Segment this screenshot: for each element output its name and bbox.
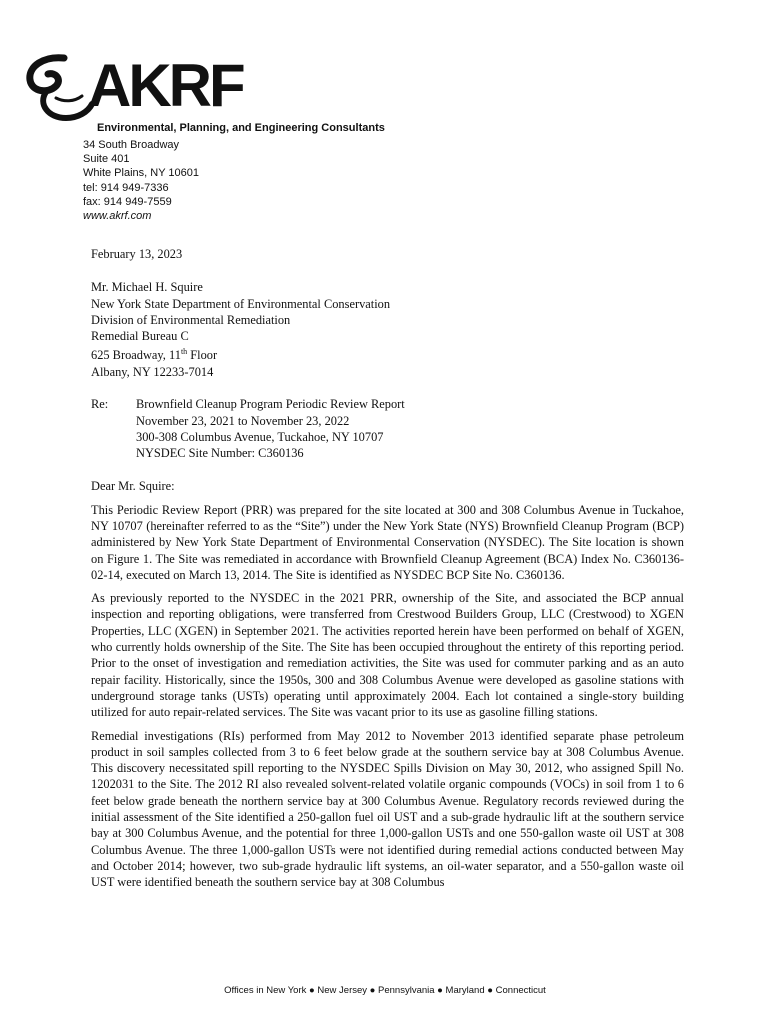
logo-wordmark: AKRF	[88, 52, 243, 119]
body-paragraph: This Periodic Review Report (PRR) was prepared for the site located at 300 and 308 Columbus Avenue in Tuckahoe, NY 10707 (hereinafter referred to as the “Site”) under the New York State (NYS) Brownfield Cleanup Program (BCP) administered by New York State Department of Environmental Conservation (NYSDEC). The Site location is shown on Figure 1. The Site was remediated in accordance with Brownfield Cleanup Agreement (BCA) Index No. C360136-02-14, executed on March 13, 2014. The Site is identified as NYSDEC BCP Site No. C360136.	[91, 502, 684, 582]
letter-body	[91, 246, 684, 898]
recipient-line: Remedial Bureau C	[91, 329, 189, 344]
recipient-street: 625 Broadway, 11th Floor	[91, 347, 218, 363]
fax-line: fax: 914 949-7559	[83, 195, 172, 208]
akrf-logo	[26, 52, 246, 124]
re-line: Brownfield Cleanup Program Periodic Review Report	[136, 397, 405, 412]
recipient-city: Albany, NY 12233-7014	[91, 364, 214, 379]
recipient-block	[91, 279, 684, 380]
re-line: November 23, 2021 to November 23, 2022	[136, 413, 350, 428]
address-line: Suite 401	[83, 153, 130, 166]
firm-description: Environmental, Planning, and Engineering Consultants	[97, 122, 385, 134]
website-link[interactable]: www.akrf.com	[83, 210, 152, 223]
re-line: 300-308 Columbus Avenue, Tuckahoe, NY 10707	[136, 429, 384, 444]
footer-offices: Offices in New York ● New Jersey ● Pennsylvania ● Maryland ● Connecticut	[224, 985, 546, 996]
letter-date: February 13, 2023	[91, 247, 183, 261]
recipient-line: Division of Environmental Remediation	[91, 312, 291, 327]
recipient-line: New York State Department of Environmental Conservation	[91, 296, 391, 311]
re-line: NYSDEC Site Number: C360136	[136, 446, 304, 461]
re-block	[91, 396, 684, 461]
re-label: Re:	[91, 397, 109, 412]
address-line: 34 South Broadway	[83, 139, 180, 151]
salutation: Dear Mr. Squire:	[91, 479, 175, 494]
recipient-line: Mr. Michael H. Squire	[91, 280, 203, 295]
letterhead-block	[83, 121, 385, 223]
re-lines	[136, 396, 405, 461]
phone-line: tel: 914 949-7336	[83, 181, 169, 194]
logo-swoosh-icon	[26, 52, 96, 124]
firm-address	[83, 138, 385, 223]
address-line: White Plains, NY 10601	[83, 167, 199, 180]
body-paragraph: Remedial investigations (RIs) performed from May 2012 to November 2013 identified separate phase petroleum product in soil samples collected from 3 to 6 feet below grade at the southern service bay at 308 Columbus Avenue. This discovery necessitated spill reporting to the NYSDEC Spills Division on May 30, 2012, who assigned Spill No. 1202031 to the Site. The 2012 RI also revealed solvent-related volatile organic compounds (VOCs) in soil from 1 to 6 feet below grade beneath the northern service bay at 300 Columbus Avenue. Regulatory records reviewed during the initial assessment of the Site identified a 250-gallon fuel oil UST and a sub-grade hydraulic lift at the southern service bay at 300 Columbus Avenue, and the potential for three 1,000-gallon USTs and one 550-gallon waste oil UST at 308 Columbus Avenue. The three 1,000-gallon USTs were not identified during remedial actions conducted between May and October 2014; however, two sub-grade hydraulic lift systems, an oil-water separator, and a 550-gallon waste oil UST were identified beneath the southern service bay at 308 Columbus	[91, 728, 684, 890]
body-paragraph: As previously reported to the NYSDEC in the 2021 PRR, ownership of the Site, and associated the BCP annual inspection and reporting obligations, were transferred from Crestwood Builders Group, LLC (Crestwood) to XGEN Properties, LLC (XGEN) in September 2021. The activities reported herein have been performed on behalf of XGEN, who currently holds ownership of the Site. The Site has been occupied throughout the entirety of this reporting period. Prior to the onset of investigation and remediation activities, the Site was used for commuter parking and as an auto repair facility. Historically, since the 1950s, 300 and 308 Columbus Avenue were developed as gasoline stations with underground storage tanks (USTs) operating until approximately 2004. Each lot contained a single-story building utilized for auto repair-related services. The Site was vacant prior to its use as gasoline filling stations.	[91, 591, 684, 720]
